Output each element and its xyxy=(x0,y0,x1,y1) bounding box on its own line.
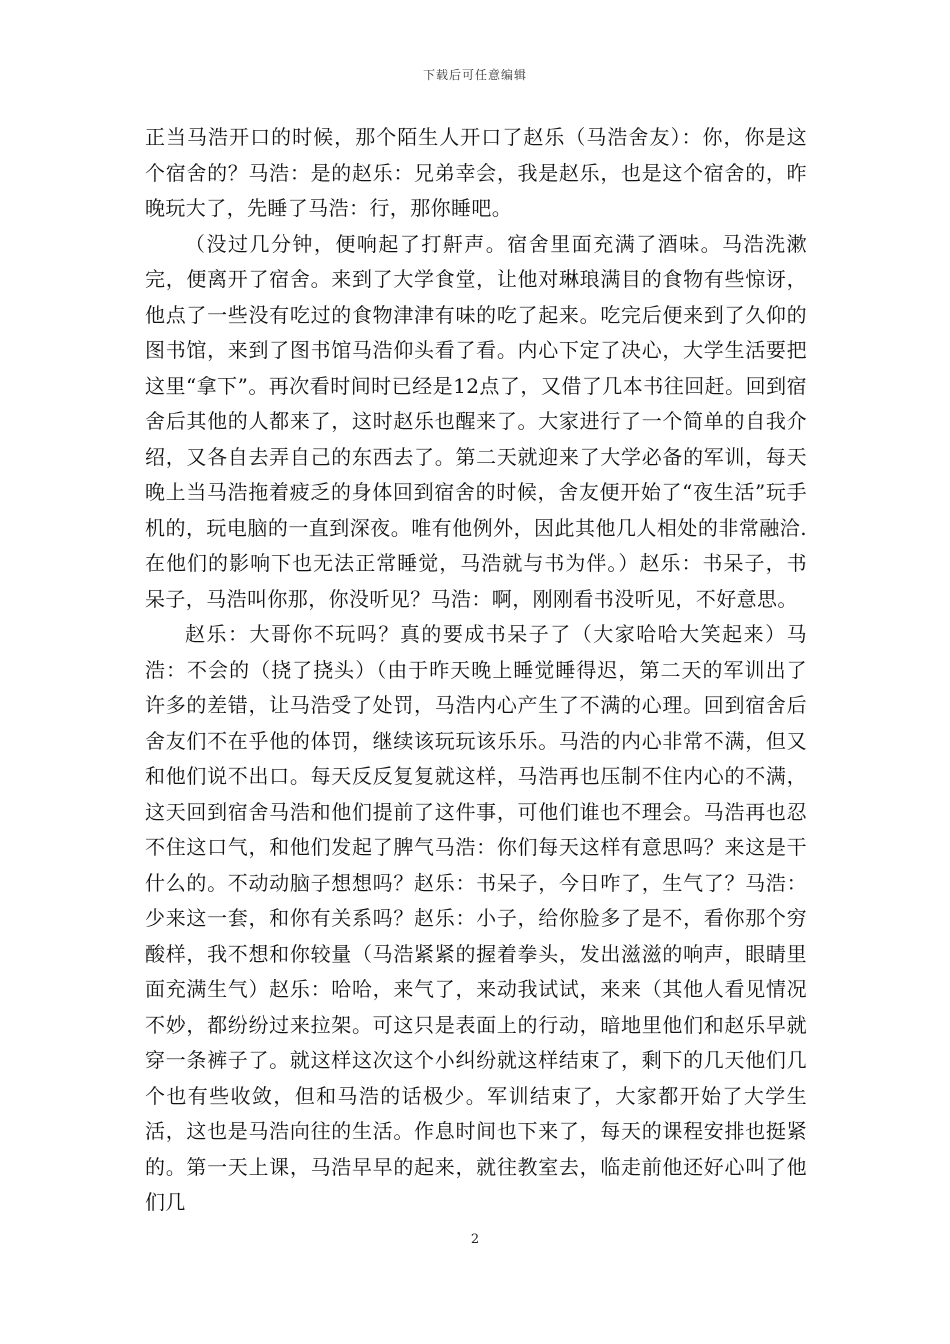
page-header: 下载后可任意编辑 xyxy=(422,68,527,82)
paragraph-2: （没过几分钟，便响起了打鼾声。宿舍里面充满了酒味。马浩洗漱完，便离开了宿舍。来到了大学食堂，让他对琳琅满目的食物有些惊讶，他点了一些没有吃过的食物津津有味的吃了起来。吃完后便来到了久仰的图书馆，来到了图书馆马浩仰头看了看。内心下定了决心，大学生活要把这里“拿下”。再次看时间时已经是12点了，又借了几本书往回赶。回到宿舍后其他的人都来了，这时赵乐也醒来了。大家进行了一个简单的自我介绍，又各自去弄自己的东西去了。第二天就迎来了大学必备的军训，每天晚上当马浩拖着疲乏的身体回到宿舍的时候，舍友便开始了“夜生活”玩手机的，玩电脑的一直到深夜。唯有他例外，因此其他几人相处的非常融洽.在他们的影响下也无法正常睡觉，马浩就与书为伴。）赵乐：书呆子，书呆子，马浩叫你那，你没听见？马浩：啊，刚刚看书没听见，不好意思。 xyxy=(145,231,807,611)
page-number: 2 xyxy=(470,1232,480,1247)
paragraph-3: 赵乐：大哥你不玩吗？真的要成书呆子了（大家哈哈大笑起来）马浩：不会的（挠了挠头）（由于昨天晚上睡觉睡得迟，第二天的军训出了许多的差错，让马浩受了处罚，马浩内心产生了不满的心理。回到宿舍后舍友们不在乎他的体罚，继续该玩玩该乐乐。马浩的内心非常不满，但又和他们说不出口。每天反反复复就这样，马浩再也压制不住内心的不满，这天回到宿舍马浩和他们提前了这件事，可他们谁也不理会。马浩再也忍不住这口气，和他们发起了脾气马浩：你们每天这样有意思吗？来这是干什么的。不动动脑子想想吗？赵乐：书呆子，今日咋了，生气了？马浩：少来这一套，和你有关系吗？赵乐：小子，给你脸多了是不，看你那个穷酸样，我不想和你较量（马浩紧紧的握着拳头，发出滋滋的响声，眼睛里面充满生气）赵乐：哈哈，来气了，来动我试试，来来（其他人看见情况不妙，都纷纷过来拉架。可这只是表面上的行动，暗地里他们和赵乐早就穿一条裤子了。就这样这次这个小纠纷就这样结束了，剩下的几天他们几个也有些收敛，但和马浩的话极少。军训结束了，大家都开始了大学生活，这也是马浩向往的生活。作息时间也下来了，每天的课程安排也挺紧的。第一天上课，马浩早早的起来，就往教室去，临走前他还好心叫了他们几 xyxy=(145,622,807,1214)
document-body xyxy=(145,120,807,1221)
paragraph-1: 正当马浩开口的时候，那个陌生人开口了赵乐（马浩舍友）：你，你是这个宿舍的？马浩：是的赵乐：兄弟幸会，我是赵乐，也是这个宿舍的，昨晚玩大了，先睡了马浩：行，那你睡吧。 xyxy=(145,125,807,220)
